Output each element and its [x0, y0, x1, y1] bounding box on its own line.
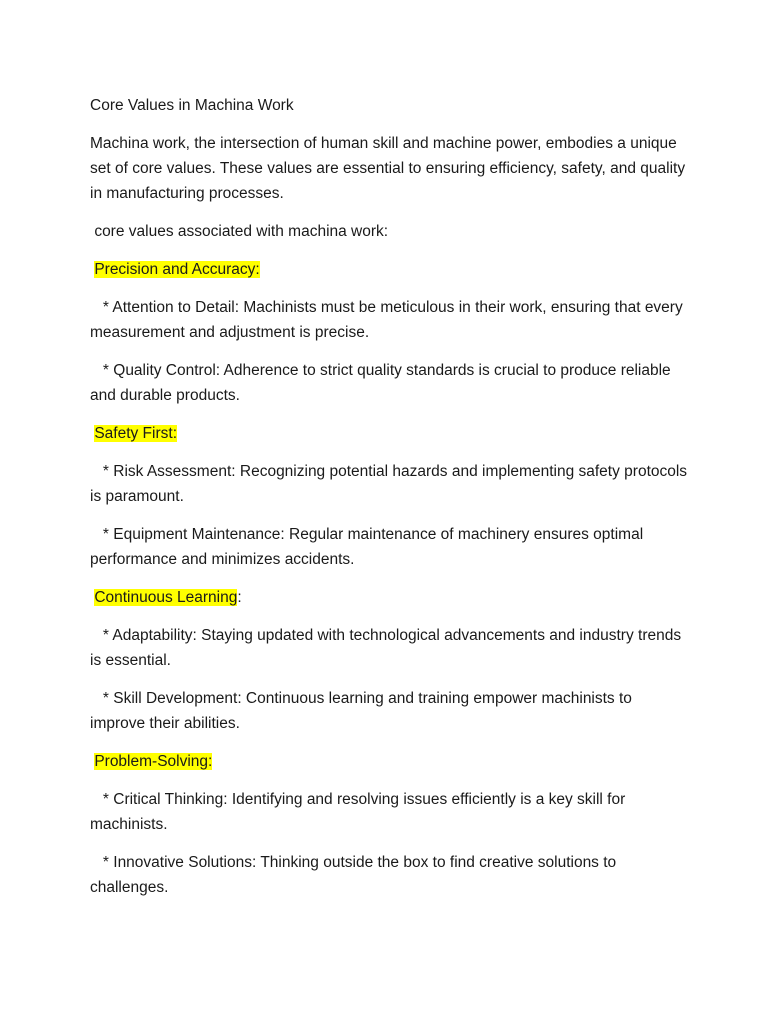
highlighted-heading: Safety First: — [94, 425, 177, 442]
lead-in-text: core values associated with machina work: — [90, 223, 389, 240]
list-item: * Adaptability: Staying updated with technological advancements and industry trends is essential. — [90, 627, 686, 669]
list-item: * Critical Thinking: Identifying and resolving issues efficiently is a key skill for machinists. — [90, 791, 630, 833]
list-item: * Innovative Solutions: Thinking outside the box to find creative solutions to challenges. — [90, 854, 621, 896]
section-heading — [90, 585, 690, 610]
list-item: * Attention to Detail: Machinists must be meticulous in their work, ensuring that every measurement and adjustment is precise. — [90, 299, 688, 341]
intro-paragraph: Machina work, the intersection of human skill and machine power, embodies a unique set of core values. These values are essential to ensuring efficiency, safety, and quality in manufacturing processes. — [90, 135, 690, 202]
document-title: Core Values in Machina Work — [90, 97, 294, 114]
list-item: * Skill Development: Continuous learning and training empower machinists to improve their abilities. — [90, 690, 637, 732]
list-item: * Equipment Maintenance: Regular maintenance of machinery ensures optimal performance and minimizes accidents. — [90, 526, 648, 568]
highlighted-heading: Precision and Accuracy: — [94, 261, 260, 278]
highlighted-heading: Problem-Solving: — [94, 753, 213, 770]
section-learning — [90, 585, 690, 736]
section-heading — [90, 421, 690, 446]
section-heading — [90, 257, 690, 282]
section-precision — [90, 257, 690, 408]
section-problem-solving — [90, 749, 690, 900]
document-page — [90, 93, 690, 913]
section-safety — [90, 421, 690, 572]
list-item: * Risk Assessment: Recognizing potential hazards and implementing safety protocols is paramount. — [90, 463, 692, 505]
highlighted-heading: Continuous Learning — [94, 589, 238, 606]
section-heading — [90, 749, 690, 774]
list-item: * Quality Control: Adherence to strict quality standards is crucial to produce reliable and durable products. — [90, 362, 675, 404]
heading-suffix: : — [237, 589, 242, 606]
